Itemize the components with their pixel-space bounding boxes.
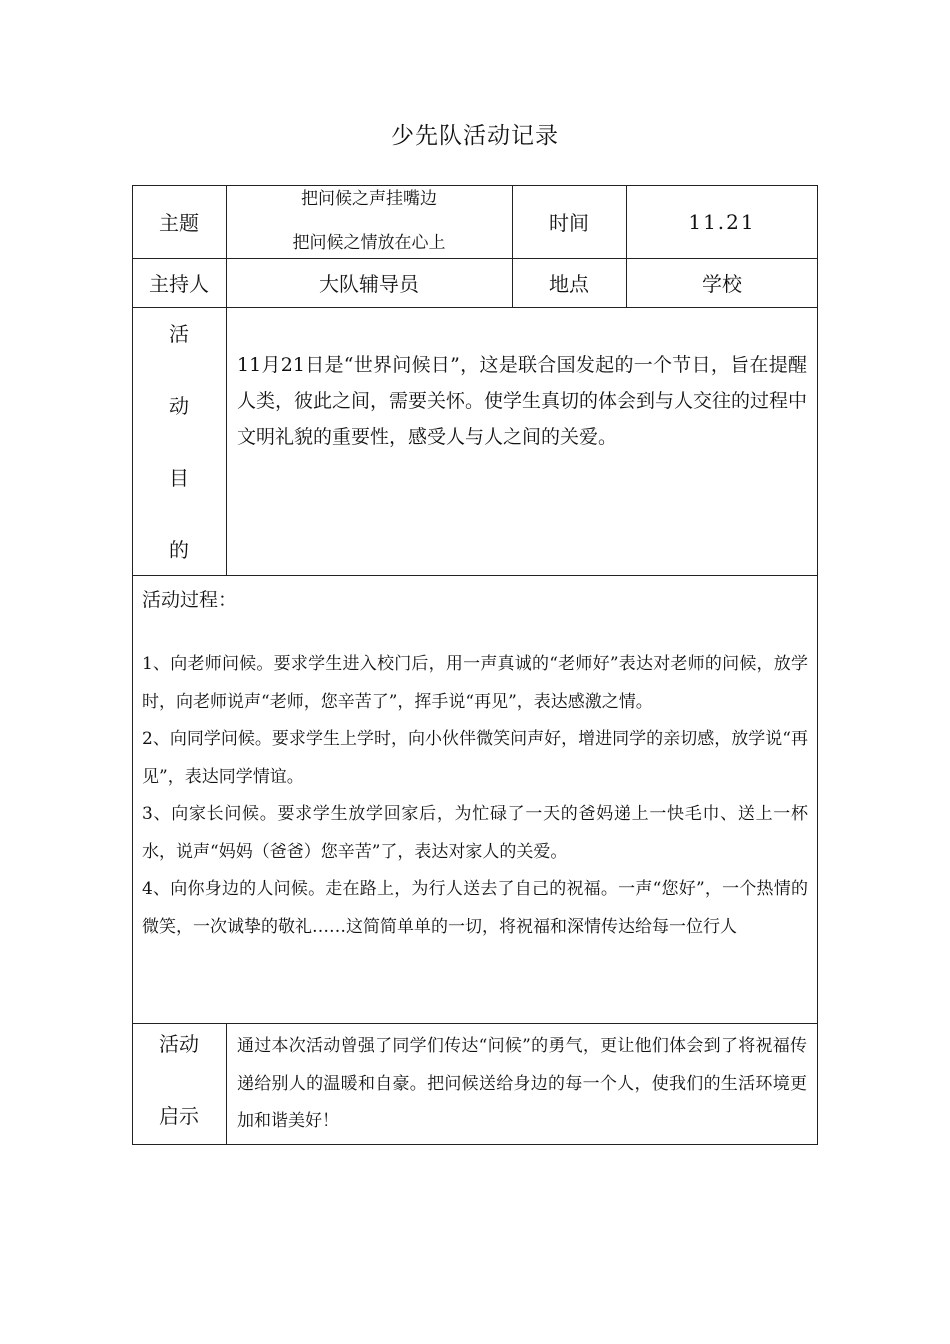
time-value: 11.21 (688, 209, 756, 234)
insight-label-line-2: 启示 (159, 1104, 199, 1128)
place-label: 地点 (549, 272, 589, 296)
table-row-divider (132, 1023, 818, 1024)
process-list (142, 646, 808, 946)
theme-label: 主题 (159, 211, 199, 235)
table-row-divider (132, 575, 818, 576)
table-row-divider (132, 307, 818, 308)
purpose-text: 11月21日是“世界问候日”，这是联合国发起的一个节日，旨在提醒人类，彼此之间，需要关怀。使学生真切的体会到与人交往的过程中文明礼貌的重要性，感受人与人之间的关爱。 (237, 354, 808, 448)
theme-value-line-2: 把问候之情放在心上 (292, 233, 446, 253)
purpose-label-char: 动 (169, 394, 189, 418)
host-label: 主持人 (149, 272, 209, 296)
theme-value-line-1: 把问候之声挂嘴边 (301, 189, 437, 209)
process-item: 2、向同学问候。要求学生上学时，向小伙伴微笑问声好，增进同学的亲切感，放学说“再见”，表达同学情谊。 (142, 729, 808, 787)
process-item: 3、向家长问候。要求学生放学回家后，为忙碌了一天的爸妈递上一快毛巾、送上一杯水，说声“妈妈（爸爸）您辛苦”了，表达对家人的关爱。 (142, 804, 808, 862)
place-value: 学校 (702, 272, 742, 296)
activity-record-table (132, 185, 818, 1145)
insight-text: 通过本次活动曾强了同学们传达“问候”的勇气，更让他们体会到了将祝福传递给别人的温暖和自豪。把问候送给身边的每一个人，使我们的生活环境更加和谐美好！ (237, 1036, 807, 1131)
purpose-label-char: 活 (169, 322, 189, 346)
purpose-label-char: 的 (169, 538, 189, 562)
page-title: 少先队活动记录 (391, 123, 559, 149)
table-border-bottom (132, 1144, 818, 1145)
purpose-label-char: 目 (169, 466, 189, 490)
process-item: 1、向老师问候。要求学生进入校门后，用一声真诚的“老师好”表达对老师的问候，放学时，向老师说声“老师，您辛苦了”，挥手说“再见”，表达感激之情。 (142, 654, 808, 712)
table-border-right (817, 185, 818, 1145)
insight-label-line-1: 活动 (159, 1032, 199, 1056)
host-value: 大队辅导员 (319, 272, 419, 296)
time-label: 时间 (549, 211, 589, 235)
process-item: 4、向你身边的人问候。走在路上，为行人送去了自己的祝福。一声“您好”，一个热情的微笑，一次诚挚的敬礼……这简简单单的一切，将祝福和深情传达给每一位行人 (142, 879, 808, 937)
process-heading: 活动过程： (142, 589, 238, 611)
